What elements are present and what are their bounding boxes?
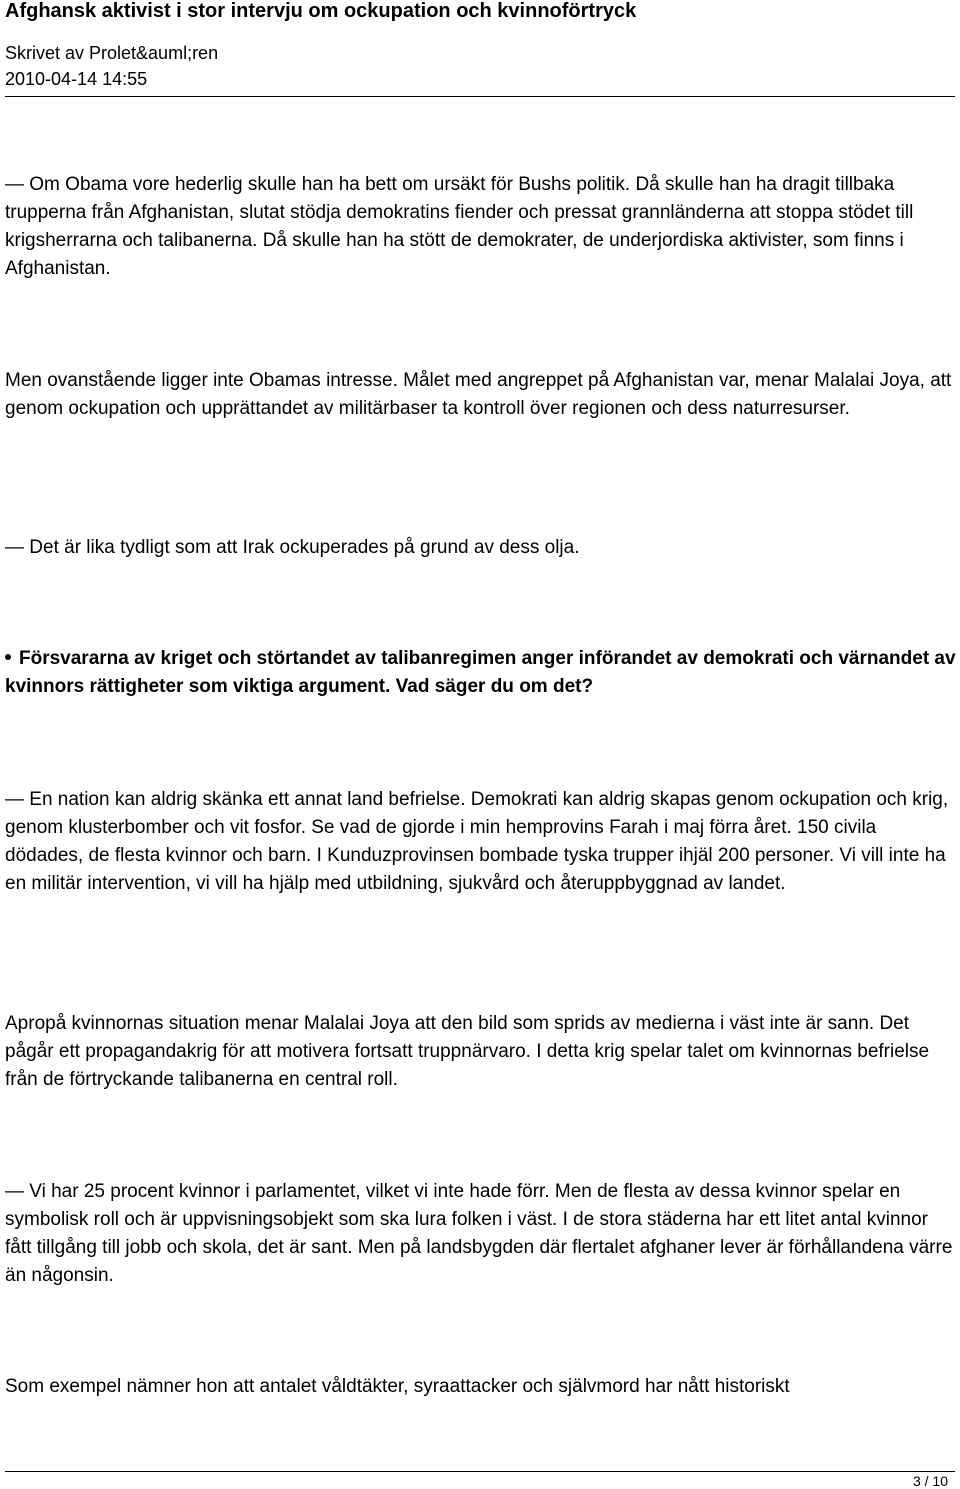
article-date: 2010-04-14 14:55: [5, 69, 148, 89]
question-text: Försvararna av kriget och störtandet av talibanregimen anger införandet av demokrati och värnandet av kvinnors rättigheter som viktiga argument. Vad säger du om det?: [5, 648, 956, 697]
footer-divider: [5, 1471, 955, 1472]
article-author: Skrivet av Prolet&auml;ren: [5, 43, 219, 63]
paragraph-obama: — Om Obama vore hederlig skulle han ha bett om ursäkt för Bushs politik. Då skulle han ha dragit tillbaka trupperna från Afghanistan, slutat stödja demokratins fiender och pressat grannländerna att stoppa stödet till krigsherrarna och talibanerna. Då skulle han ha stött de demokrater, de underjordiska aktivister, som finns i Afghanistan.: [5, 174, 914, 279]
interview-question: [5, 645, 957, 701]
page-number: 3 / 10: [912, 1473, 948, 1489]
paragraph-examples: Som exempel nämner hon att antalet våldtäkter, syraattacker och självmord har nått historiskt: [5, 1376, 790, 1397]
article-title: Afghansk aktivist i stor intervju om ockupation och kvinnoförtryck: [5, 0, 637, 22]
paragraph-liberation: — En nation kan aldrig skänka ett annat land befrielse. Demokrati kan aldrig skapas genom ockupation och krig, genom klusterbomber och vit fosfor. Se vad de gjorde i min hemprovins Farah i maj förra året. 150 civila dödades, de flesta kvinnor och barn. I Kunduzprovinsen bombade tyska trupper ihjäl 200 personer. Vi vill inte ha en militär intervention, vi vill ha hjälp med utbildning, sjukvård och återuppbyggnad av landet.: [5, 789, 949, 894]
paragraph-parliament: — Vi har 25 procent kvinnor i parlamentet, vilket vi inte hade förr. Men de flesta av dessa kvinnor spelar en symbolisk roll och är uppvisningsobjekt som ska lura folken i väst. I de stora städerna har ett litet antal kvinnor fått tillgång till jobb och skola, det är sant. Men på landsbygden där flertalet afghaner lever är förhållandena värre än någonsin.: [5, 1181, 953, 1286]
bullet-icon: [5, 654, 11, 660]
paragraph-iraq: — Det är lika tydligt som att Irak ockuperades på grund av dess olja.: [5, 537, 580, 558]
paragraph-interest: Men ovanstående ligger inte Obamas intresse. Målet med angreppet på Afghanistan var, menar Malalai Joya, att genom ockupation och upprättandet av militärbaser ta kontroll över regionen och dess naturresurser.: [5, 370, 952, 419]
paragraph-women-situation: Apropå kvinnornas situation menar Malalai Joya att den bild som sprids av medierna i väst inte är sann. Det pågår ett propagandakrig för att motivera fortsatt truppnärvaro. I detta krig spelar talet om kvinnornas befrielse från de förtryckande talibanerna en central roll.: [5, 1013, 930, 1090]
document-header: [5, 0, 955, 97]
